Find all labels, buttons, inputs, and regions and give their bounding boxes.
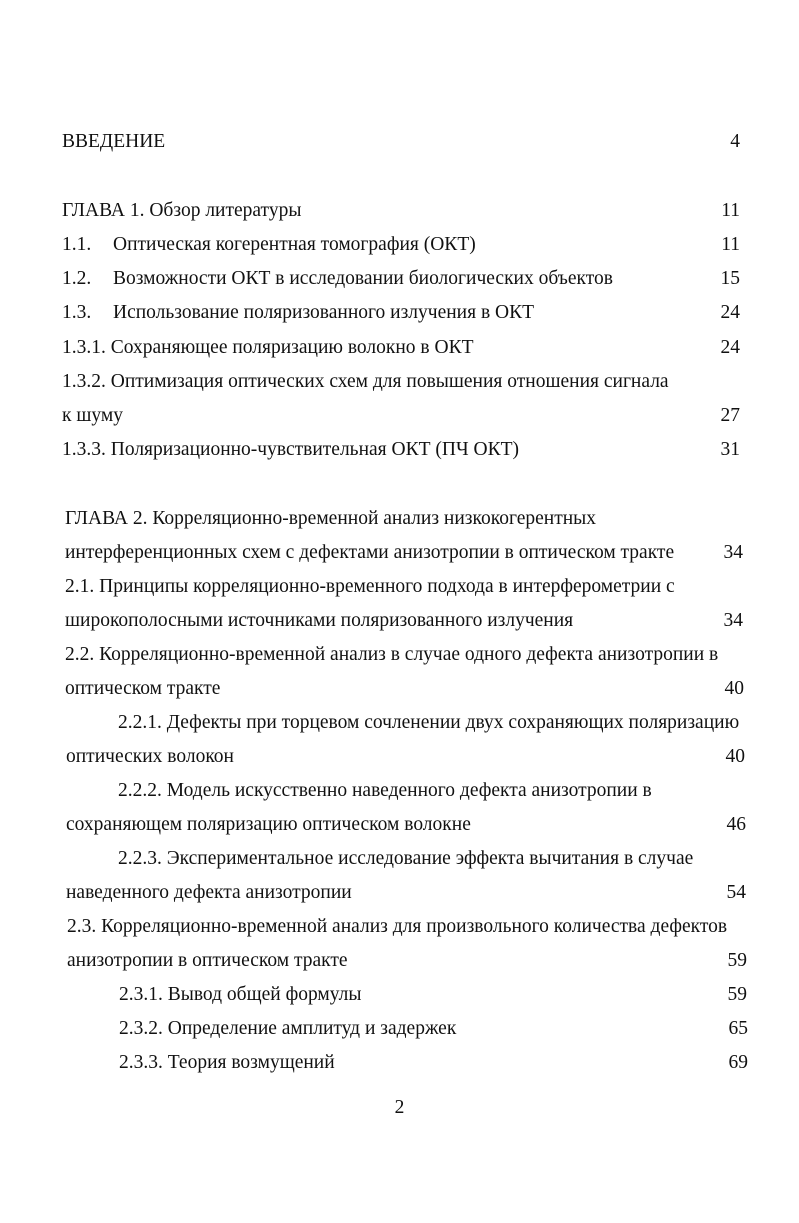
toc-1-3-number: 1.3. [62, 302, 92, 323]
toc-1-3-2-title-line2: к шуму [62, 405, 123, 426]
page-number: 2 [394, 1097, 405, 1118]
toc-1-3-1-title: 1.3.1. Сохраняющее поляризацию волокно в ОКТ [62, 337, 474, 358]
toc-1-1-number: 1.1. [62, 234, 92, 255]
toc-ch2-title-line1: ГЛАВА 2. Корреляционно-временной анализ низкокогерентных [65, 508, 597, 529]
toc-2-2-1-page: 40 [725, 746, 745, 767]
toc-ch2-title-line2: интерференционных схем с дефектами анизотропии в оптическом тракте [65, 542, 675, 563]
toc-2-3-page: 59 [727, 950, 747, 971]
toc-ch2-page: 34 [723, 542, 743, 563]
toc-1-1-title: Оптическая когерентная томография (ОКТ) [113, 234, 476, 255]
toc-2-2-3-page: 54 [726, 882, 746, 903]
toc-intro-page: 4 [730, 131, 740, 152]
toc-2-3-title-line1: 2.3. Корреляционно-временной анализ для произвольного количества дефектов [67, 916, 728, 937]
toc-2-3-3-page: 69 [728, 1052, 748, 1073]
toc-intro-title: ВВЕДЕНИЕ [62, 131, 166, 152]
toc-1-2-title: Возможности ОКТ в исследовании биологических объектов [113, 268, 613, 289]
toc-2-2-2-title-line1: 2.2.2. Модель искусственно наведенного дефекта анизотропии в [118, 780, 652, 801]
toc-1-3-2-title-line1: 1.3.2. Оптимизация оптических схем для повышения отношения сигнала [62, 371, 669, 392]
toc-1-3-title: Использование поляризованного излучения в ОКТ [113, 302, 535, 323]
toc-2-2-page: 40 [724, 678, 744, 699]
toc-1-3-page: 24 [720, 302, 740, 323]
toc-2-3-3-title: 2.3.3. Теория возмущений [119, 1052, 335, 1073]
toc-2-2-title-line1: 2.2. Корреляционно-временной анализ в случае одного дефекта анизотропии в [65, 644, 719, 665]
toc-1-3-1-page: 24 [720, 337, 740, 358]
toc-2-3-2-page: 65 [728, 1018, 748, 1039]
toc-2-1-title-line2: широкополосными источниками поляризованного излучения [65, 610, 574, 631]
toc-1-3-3-title: 1.3.3. Поляризационно-чувствительная ОКТ (ПЧ ОКТ) [62, 439, 520, 460]
toc-2-3-title-line2: анизотропии в оптическом тракте [67, 950, 348, 971]
toc-1-2-number: 1.2. [62, 268, 92, 289]
toc-2-2-2-title-line2: сохраняющем поляризацию оптическом волокне [66, 814, 471, 835]
toc-2-2-1-title-line1: 2.2.1. Дефекты при торцевом сочленении двух сохраняющих поляризацию [118, 712, 740, 733]
toc-2-1-page: 34 [723, 610, 743, 631]
toc-2-2-2-page: 46 [726, 814, 746, 835]
toc-2-3-2-title: 2.3.2. Определение амплитуд и задержек [119, 1018, 457, 1039]
toc-2-3-1-page: 59 [727, 984, 747, 1005]
toc-2-2-3-title-line1: 2.2.3. Экспериментальное исследование эффекта вычитания в случае [118, 848, 694, 869]
toc-1-3-2-page: 27 [720, 405, 740, 426]
toc-1-2-page: 15 [720, 268, 740, 289]
toc-2-2-3-title-line2: наведенного дефекта анизотропии [66, 882, 352, 903]
toc-2-3-1-title: 2.3.1. Вывод общей формулы [119, 984, 362, 1005]
toc-ch1-title: ГЛАВА 1. Обзор литературы [62, 200, 302, 221]
toc-ch1-page: 11 [721, 200, 740, 221]
toc-2-1-title-line1: 2.1. Принципы корреляционно-временного подхода в интерферометрии с [65, 576, 675, 597]
toc-2-2-title-line2: оптическом тракте [65, 678, 221, 699]
toc-1-3-3-page: 31 [720, 439, 740, 460]
toc-2-2-1-title-line2: оптических волокон [66, 746, 234, 767]
toc-1-1-page: 11 [721, 234, 740, 255]
